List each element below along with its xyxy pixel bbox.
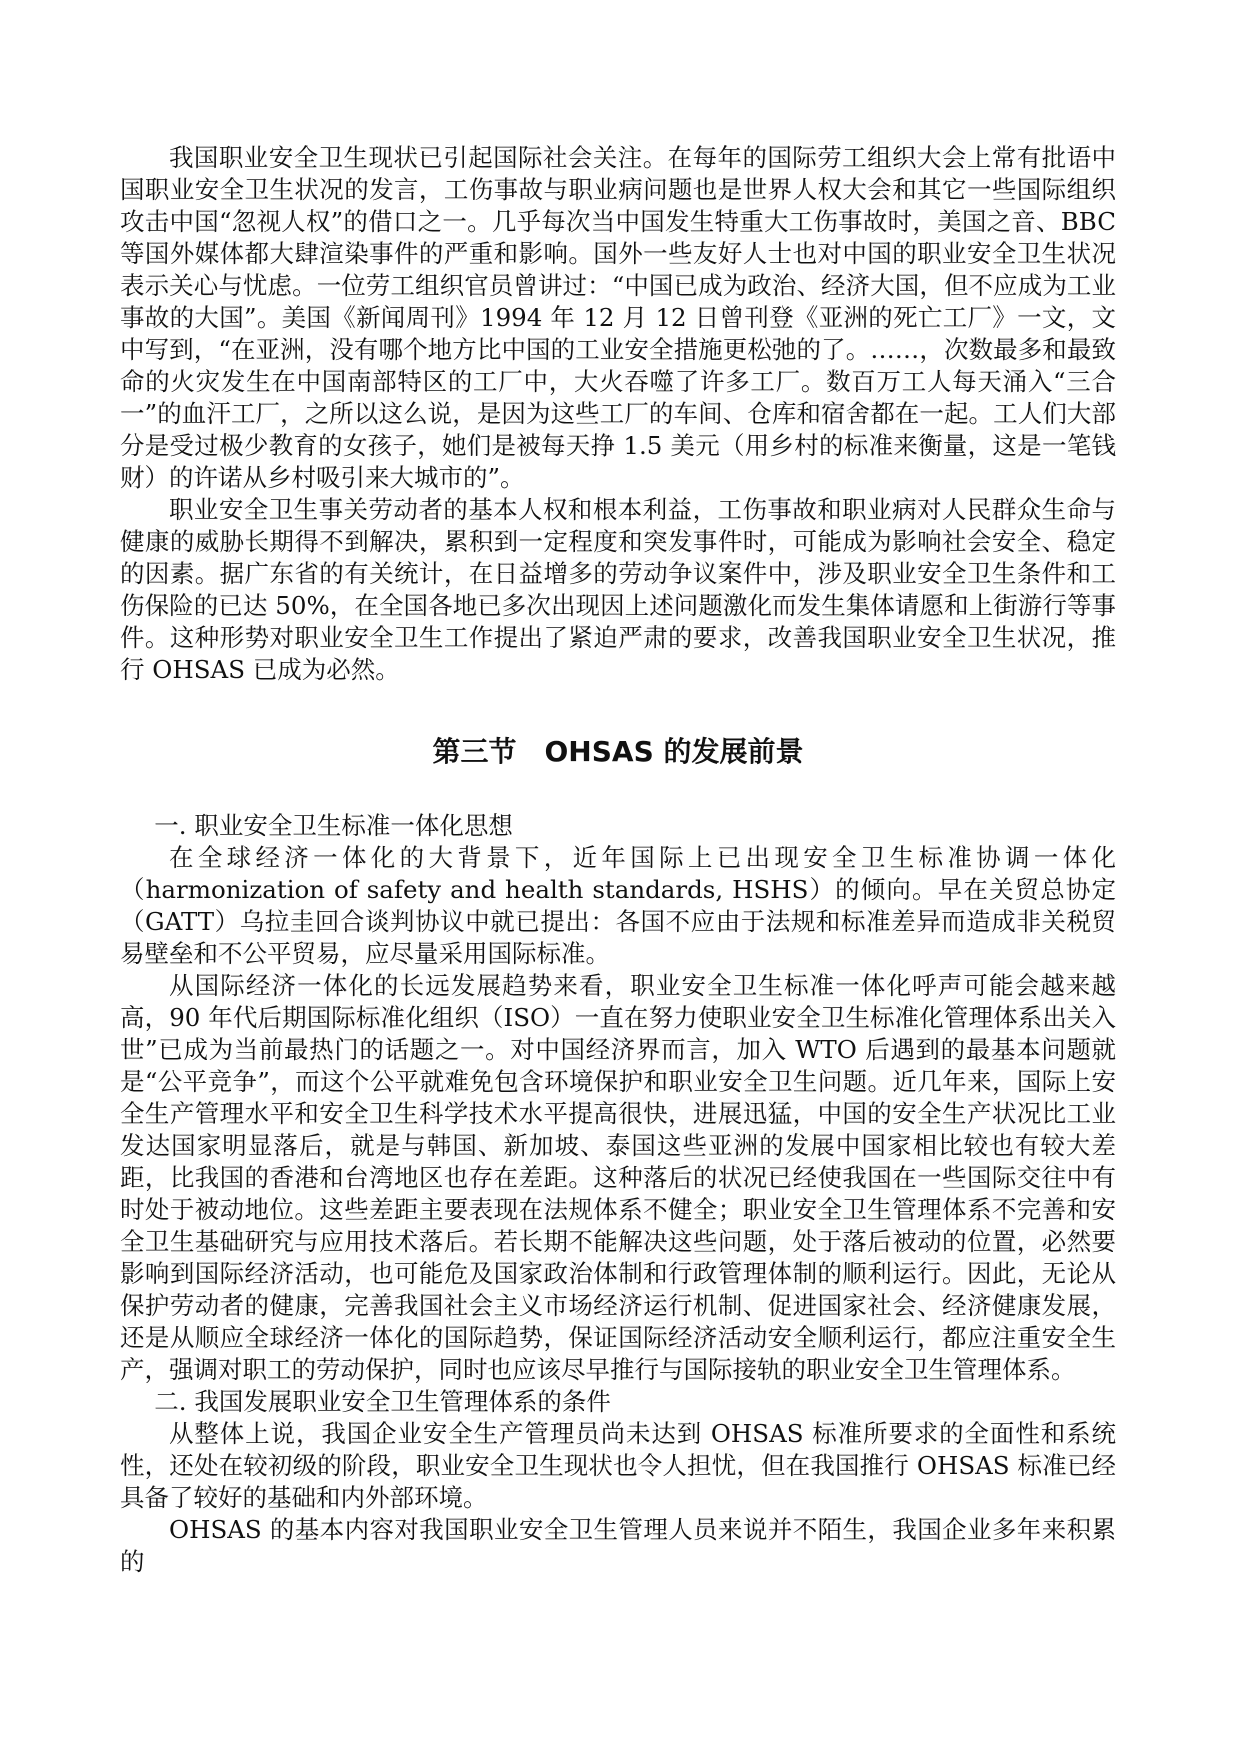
intro-paragraph-2: 职业安全卫生事关劳动者的基本人权和根本利益，工伤事故和职业病对人民群众生命与健康的威胁长期得不到解决，累积到一定程度和突发事件时，可能成为影响社会安全、稳定的因素。据广东省的有关统计，在日益增多的劳动争议案件中，涉及职业安全卫生条件和工伤保险的已达 50%，在全国各地已多次出现因上述问题激化而发生集体请愿和上街游行等事件。这种形势对职业安全卫生工作提出了紧迫严肃的要求，改善我国职业安全卫生状况，推行 OHSAS 已成为必然。 [120,495,1116,684]
subsection-1-heading: 一. 职业安全卫生标准一体化思想 [154,811,513,840]
subsection-2-heading: 二. 我国发展职业安全卫生管理体系的条件 [154,1387,611,1416]
document-page [120,142,1116,1578]
intro-paragraph-1: 我国职业安全卫生现状已引起国际社会关注。在每年的国际劳工组织大会上常有批语中国职业安全卫生状况的发言，工伤事故与职业病问题也是世界人权大会和其它一些国际组织攻击中国“忽视人权”的借口之一。几乎每次当中国发生特重大工伤事故时，美国之音、BBC等国外媒体都大肆渲染事件的严重和影响。国外一些友好人士也对中国的职业安全卫生状况表示关心与忧虑。一位劳工组织官员曾讲过：“中国已成为政治、经济大国，但不应成为工业事故的大国”。美国《新闻周刊》1994 年 12 月 12 日曾刊登《亚洲的死亡工厂》一文，文中写到，“在亚洲，没有哪个地方比中国的工业安全措施更松弛的了。……，次数最多和最致命的火灾发生在中国南部特区的工厂中，大火吞噬了许多工厂。数百万工人每天涌入“三合一”的血汗工厂，之所以这么说，是因为这些工厂的车间、仓库和宿舍都在一起。工人们大部分是受过极少教育的女孩子，她们是被每天挣 1.5 美元（用乡村的标准来衡量，这是一笔钱财）的许诺从乡村吸引来大城市的”。 [120,143,1116,492]
subsection-2-paragraph-2: OHSAS 的基本内容对我国职业安全卫生管理人员来说并不陌生，我国企业多年来积累的 [120,1515,1116,1576]
subsection-1-paragraph-2: 从国际经济一体化的长远发展趋势来看，职业安全卫生标准一体化呼声可能会越来越高，90 年代后期国际标准化组织（ISO）一直在努力使职业安全卫生标准化管理体系出关入世”已成为当前最热门的话题之一。对中国经济界而言，加入 WTO 后遇到的最基本问题就是“公平竞争”，而这个公平就难免包含环境保护和职业安全卫生问题。近几年来，国际上安全生产管理水平和安全卫生科学技术水平提高很快，进展迅猛，中国的安全生产状况比工业发达国家明显落后，就是与韩国、新加坡、泰国这些亚洲的发展中国家相比较也有较大差距，比我国的香港和台湾地区也存在差距。这种落后的状况已经使我国在一些国际交往中有时处于被动地位。这些差距主要表现在法规体系不健全；职业安全卫生管理体系不完善和安全卫生基础研究与应用技术落后。若长期不能解决这些问题，处于落后被动的位置，必然要影响到国际经济活动，也可能危及国家政治体制和行政管理体制的顺利运行。因此，无论从保护劳动者的健康，完善我国社会主义市场经济运行机制、促进国家社会、经济健康发展，还是从顺应全球经济一体化的国际趋势，保证国际经济活动安全顺利运行，都应注重安全生产，强调对职工的劳动保护，同时也应该尽早推行与国际接轨的职业安全卫生管理体系。 [120,971,1116,1384]
subsection-1-paragraph-1: 在全球经济一体化的大背景下，近年国际上已出现安全卫生标准协调一体化（harmonization of safety and health standards, HSHS）的倾向。早在关贸总协定（GATT）乌拉圭回合谈判协议中就已提出：各国不应由于法规和标准差异而造成非关税贸易壁垒和不公平贸易，应尽量采用国际标准。 [120,843,1116,968]
section-title: 第三节 OHSAS 的发展前景 [432,735,804,768]
subsection-2-paragraph-1: 从整体上说，我国企业安全生产管理员尚未达到 OHSAS 标准所要求的全面性和系统性，还处在较初级的阶段，职业安全卫生现状也令人担忧，但在我国推行 OHSAS 标准已经具备了较好的基础和内外部环境。 [120,1419,1116,1512]
